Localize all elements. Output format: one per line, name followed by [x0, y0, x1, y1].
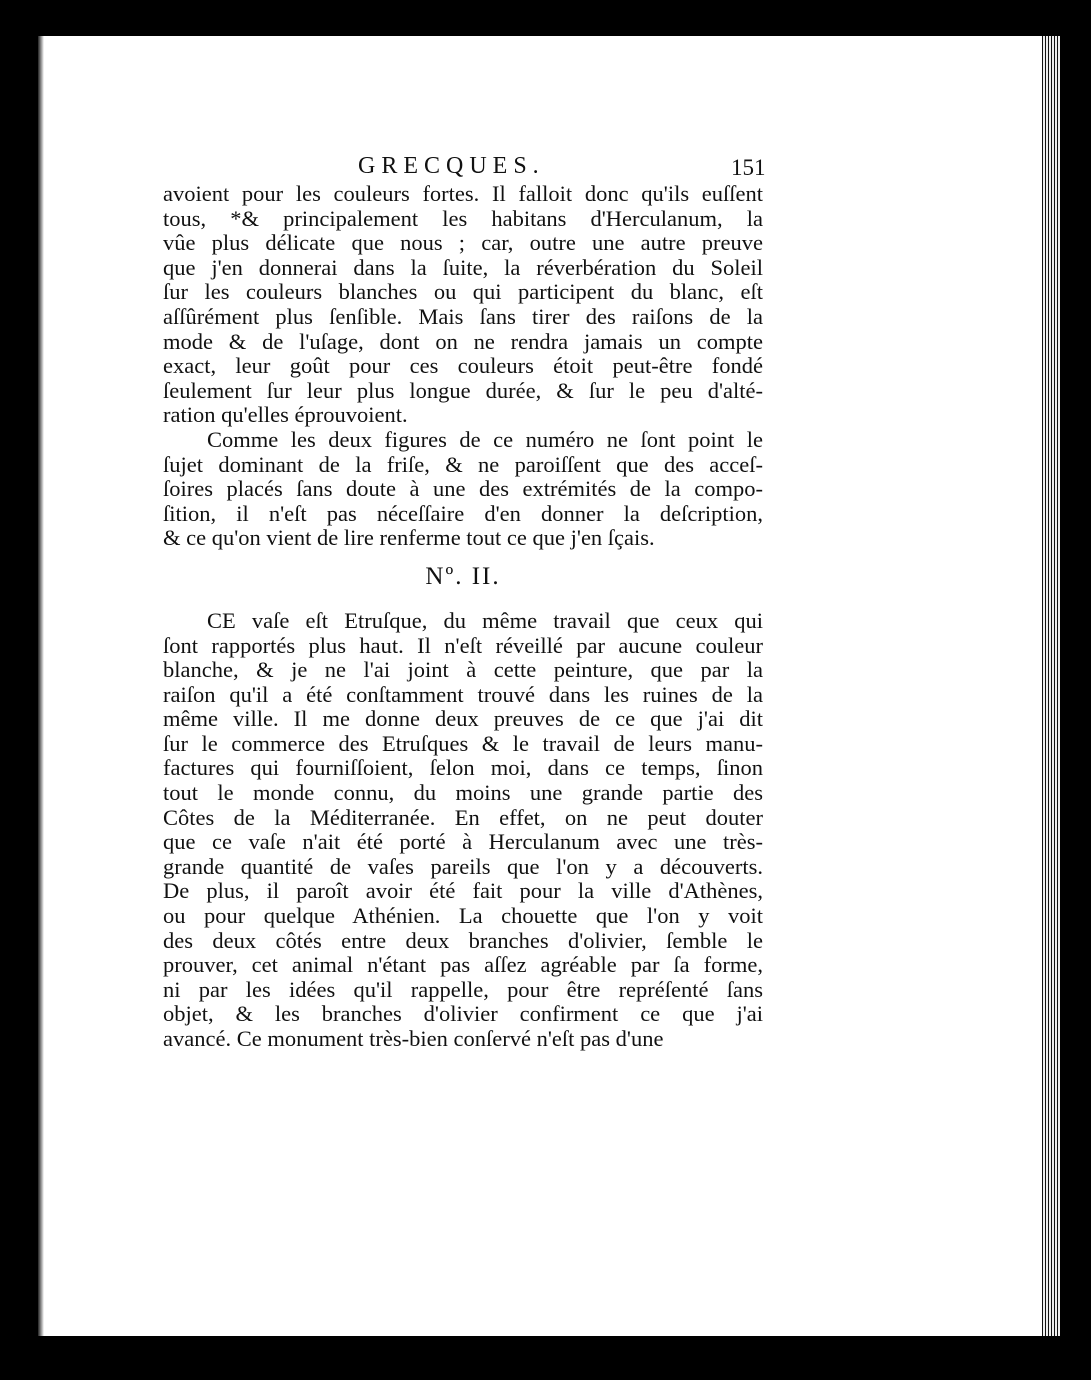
text-line: Comme les deux figures de ce numéro ne ſont point le — [207, 426, 763, 452]
text-line: mode & de l'uſage, dont on ne rendra jamais un compte — [163, 328, 763, 354]
text-line: raiſon qu'il a été conſtamment trouvé dans les ruines de la — [163, 681, 763, 707]
text-line: Côtes de la Méditerranée. En effet, on ne peut douter — [163, 804, 763, 830]
page-header — [163, 146, 766, 182]
text-line: grande quantité de vaſes pareils que l'on y a découverts. — [163, 853, 763, 879]
page-right-edge-stack — [1042, 36, 1060, 1336]
text-line: ni par les idées qu'il rappelle, pour être repréſenté ſans — [163, 976, 763, 1002]
text-line: exact, leur goût pour ces couleurs étoit peut-être fondé — [163, 353, 763, 379]
paragraph-figures — [163, 428, 763, 551]
text-line: que j'en donnerai dans la ſuite, la réverbération du Soleil — [163, 254, 763, 280]
text-line: De plus, il paroît avoir été fait pour la ville d'Athènes, — [163, 878, 763, 904]
text-line: objet, & les branches d'olivier confirment ce que j'ai — [163, 1001, 763, 1027]
book-page — [38, 36, 1060, 1336]
text-line: ſition, il n'eſt pas néceſſaire d'en donner la deſcription, — [163, 500, 763, 526]
text-line: factures qui fourniſſoient, ſelon moi, dans ce temps, ſinon — [163, 755, 763, 781]
text-line: des deux côtés entre deux branches d'olivier, ſemble le — [163, 927, 763, 953]
text-line: ration qu'elles éprouvoient. — [163, 402, 408, 428]
page-text — [163, 146, 766, 1052]
text-line: & ce qu'on vient de lire renferme tout ce que j'en ſçais. — [163, 525, 655, 551]
text-line: ſujet dominant de la friſe, & ne paroiſſent que des acceſ- — [163, 451, 763, 477]
text-line: blanche, & je ne l'ai joint à cette peinture, que par la — [163, 657, 763, 683]
text-line: même ville. Il me donne deux preuves de ce que j'ai dit — [163, 706, 763, 732]
text-line: ſur les couleurs blanches ou qui participent du blanc, eſt — [163, 279, 763, 305]
text-line: tous, *& principalement les habitans d'Herculanum, la — [163, 205, 763, 231]
text-line: aſſûrément plus ſenſible. Mais ſans tirer des raiſons de la — [163, 303, 763, 329]
text-line: ſont rapportés plus haut. Il n'eſt réveillé par aucune couleur — [163, 632, 763, 658]
text-line: ſoires placés ſans doute à une des extrémités de la compo- — [163, 476, 763, 502]
running-title: GRECQUES. — [358, 153, 545, 179]
text-line: tout le monde connu, du moins une grande partie des — [163, 780, 763, 806]
text-line: que ce vaſe n'ait été porté à Herculanum avec une très- — [163, 829, 763, 855]
page-left-edge — [38, 36, 44, 1336]
text-line: prouver, cet animal n'étant pas aſſez agréable par ſa forme, — [163, 952, 763, 978]
text-line: ou pour quelque Athénien. La chouette que l'on y voit — [163, 903, 763, 929]
text-line: CE vaſe eſt Etruſque, du même travail que ceux qui — [207, 607, 763, 633]
section-heading: Nº. II. — [425, 562, 501, 590]
paragraph-continued — [163, 182, 763, 428]
text-line: avoient pour les couleurs fortes. Il falloit donc qu'ils euſſent — [163, 181, 763, 206]
page-number: 151 — [731, 155, 766, 180]
paragraph-vase — [163, 609, 763, 1052]
text-line: vûe plus délicate que nous ; car, outre une autre preuve — [163, 230, 763, 256]
text-line: avancé. Ce monument très-bien conſervé n'eſt pas d'une — [163, 1026, 664, 1051]
text-line: ſur le commerce des Etruſques & le travail de leurs manu- — [163, 730, 763, 756]
text-line: ſeulement ſur leur plus longue durée, & ſur le peu d'alté- — [163, 377, 763, 403]
